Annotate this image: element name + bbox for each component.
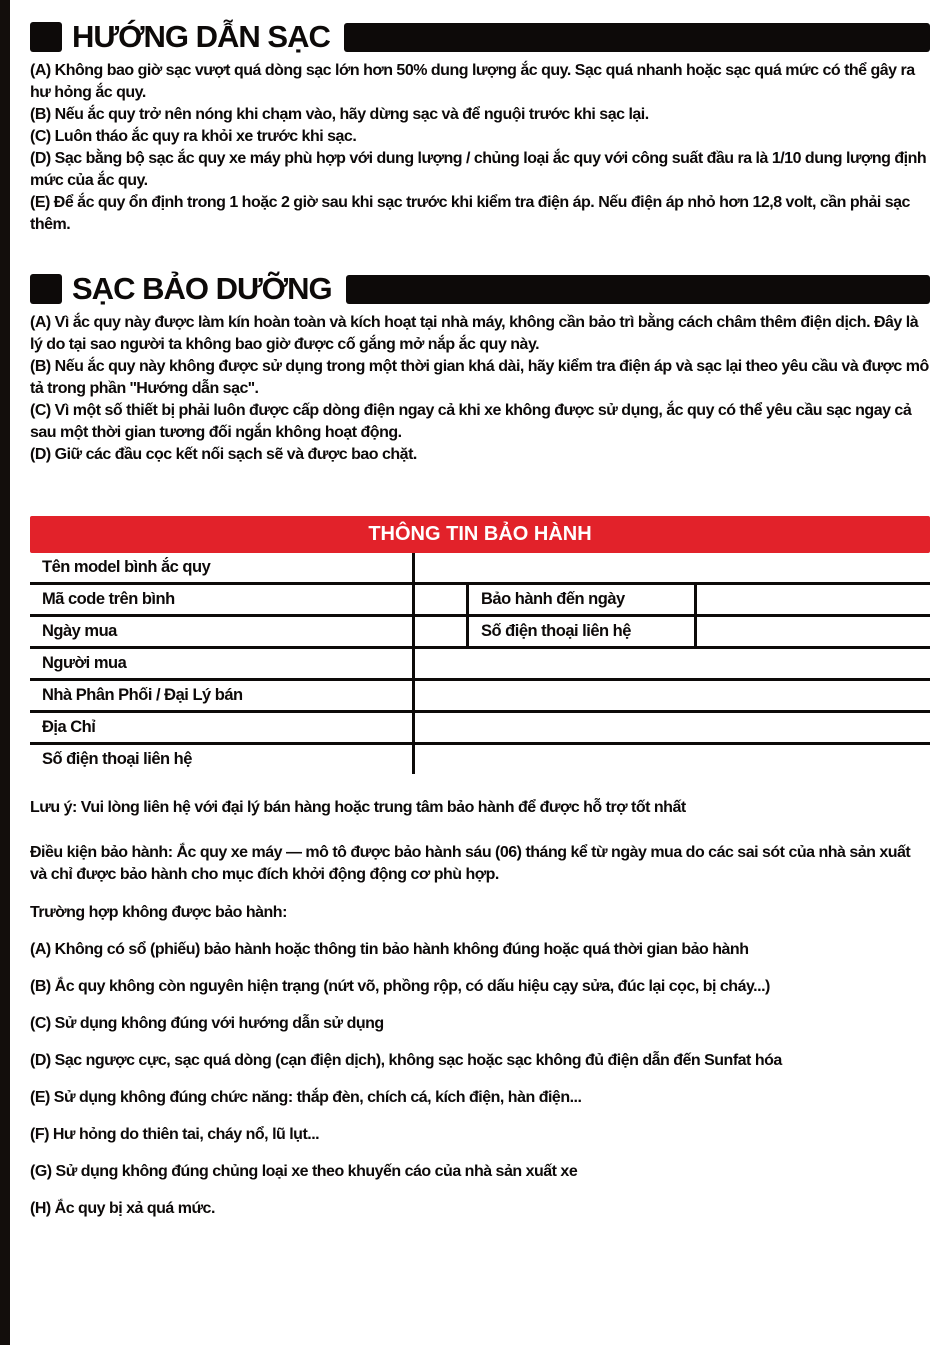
exclusions-title: Trường hợp không được bảo hành: xyxy=(30,904,287,921)
table-row-model xyxy=(30,553,930,585)
warranty-table xyxy=(30,516,930,774)
maintenance-item: (C) Vì một số thiết bị phải luôn được cấp dòng điện ngay cả khi xe không được sử dụng, ắc quy có thể yêu cầu sạc ngay cả sau một thời gian tương đối ngắn không hoạt động. xyxy=(30,402,912,441)
charging-item: (A) Không bao giờ sạc vượt quá dòng sạc lớn hơn 50% dung lượng ắc quy. Sạc quá nhanh hoặc sạc quá mức có thể gây ra hư hỏng ắc quy. xyxy=(30,62,915,101)
exclusion-item: (B) Ắc quy không còn nguyên hiện trạng (nứt võ, phồng rộp, có dấu hiệu cạy sửa, đúc lại cọc, bị cháy...) xyxy=(30,978,770,995)
warranty-table-title: THÔNG TIN BẢO HÀNH xyxy=(30,516,930,553)
model-value-cell xyxy=(415,553,930,582)
section-title-bar xyxy=(346,275,930,304)
charging-instructions-section xyxy=(30,20,930,236)
section-header xyxy=(30,20,930,54)
section-title: SẠC BẢO DƯỠNG xyxy=(72,271,332,306)
address-label: Địa Chỉ xyxy=(30,713,415,742)
table-row-buyer xyxy=(30,649,930,681)
phone-value-cell xyxy=(697,617,930,646)
left-edge-strip xyxy=(0,0,10,1345)
distributor-label: Nhà Phân Phối / Đại Lý bán xyxy=(30,681,415,710)
note-text: Lưu ý: Vui lòng liên hệ với đại lý bán hàng hoặc trung tâm bảo hành để được hỗ trợ tốt nhất xyxy=(30,799,686,816)
table-row-contact-phone xyxy=(30,745,930,774)
maintenance-item: (D) Giữ các đầu cọc kết nối sạch sẽ và được bao chặt. xyxy=(30,446,417,463)
table-row-code xyxy=(30,585,930,617)
exclusions-list xyxy=(30,939,930,1219)
document-page xyxy=(30,20,930,1235)
buyer-label: Người mua xyxy=(30,649,415,678)
model-label: Tên model bình ắc quy xyxy=(30,553,415,582)
code-label: Mã code trên bình xyxy=(30,585,415,614)
table-row-address xyxy=(30,713,930,745)
charging-item: (C) Luôn tháo ắc quy ra khỏi xe trước khi sạc. xyxy=(30,128,357,145)
section-bullet-square xyxy=(30,274,62,304)
phone-label: Số điện thoại liên hệ xyxy=(469,617,697,646)
section-title: HƯỚNG DẪN SẠC xyxy=(72,19,330,54)
exclusion-item: (F) Hư hỏng do thiên tai, cháy nổ, lũ lụt... xyxy=(30,1126,320,1143)
maintenance-instructions-list xyxy=(30,312,930,466)
exclusion-item: (H) Ắc quy bị xả quá mức. xyxy=(30,1200,215,1217)
charging-item: (B) Nếu ắc quy trở nên nóng khi chạm vào, hãy dừng sạc và để nguội trước khi sạc lại. xyxy=(30,106,649,123)
code-value-cell xyxy=(415,585,469,614)
table-row-distributor xyxy=(30,681,930,713)
table-row-purchase-date xyxy=(30,617,930,649)
purchase-date-value-cell xyxy=(415,617,469,646)
exclusion-item: (A) Không có sổ (phiếu) bảo hành hoặc thông tin bảo hành không đúng hoặc quá thời gian bảo hành xyxy=(30,941,749,958)
warranty-until-value-cell xyxy=(697,585,930,614)
purchase-date-label: Ngày mua xyxy=(30,617,415,646)
maintenance-charging-section xyxy=(30,272,930,466)
exclusion-item: (E) Sử dụng không đúng chức năng: thắp đèn, chích cá, kích điện, hàn điện... xyxy=(30,1089,582,1106)
section-header xyxy=(30,272,930,306)
contact-phone-value-cell xyxy=(415,745,930,774)
warranty-until-label: Bảo hành đến ngày xyxy=(469,585,697,614)
section-title-bar xyxy=(344,23,930,52)
exclusion-item: (C) Sử dụng không đúng với hướng dẫn sử dụng xyxy=(30,1015,384,1032)
buyer-value-cell xyxy=(415,649,930,678)
exclusion-item: (D) Sạc ngược cực, sạc quá dòng (cạn điện dịch), không sạc hoặc sạc không đủ điện dẫn đến Sunfat hóa xyxy=(30,1052,782,1069)
section-bullet-square xyxy=(30,22,62,52)
charging-item: (D) Sạc bằng bộ sạc ắc quy xe máy phù hợp với dung lượng / chủng loại ắc quy với công suất đầu ra là 1/10 dung lượng định mức của ắc quy. xyxy=(30,150,927,189)
maintenance-item: (B) Nếu ắc quy này không được sử dụng trong một thời gian khá dài, hãy kiểm tra điện áp và sạc lại theo yêu cầu và được mô tả trong phần ''Hướng dẫn sạc''. xyxy=(30,358,929,397)
contact-phone-label: Số điện thoại liên hệ xyxy=(30,745,415,774)
warranty-conditions-text: Điều kiện bảo hành: Ắc quy xe máy — mô tô được bảo hành sáu (06) tháng kể từ ngày mua do các sai sót của nhà sản xuất và chỉ được bảo hành cho mục đích khởi động động cơ phù hợp. xyxy=(30,844,911,883)
exclusion-item: (G) Sử dụng không đúng chủng loại xe theo khuyến cáo của nhà sản xuất xe xyxy=(30,1163,578,1180)
maintenance-item: (A) Vì ắc quy này được làm kín hoàn toàn và kích hoạt tại nhà máy, không cần bảo trì bằng cách châm thêm điện dịch. Đây là lý do tại sao người ta không bao giờ được cố gắng mở nắp ắc quy này. xyxy=(30,314,919,353)
distributor-value-cell xyxy=(415,681,930,710)
address-value-cell xyxy=(415,713,930,742)
charging-instructions-list xyxy=(30,60,930,236)
charging-item: (E) Để ắc quy ổn định trong 1 hoặc 2 giờ sau khi sạc trước khi kiểm tra điện áp. Nếu điện áp nhỏ hơn 12,8 volt, cần phải sạc thêm. xyxy=(30,194,910,233)
